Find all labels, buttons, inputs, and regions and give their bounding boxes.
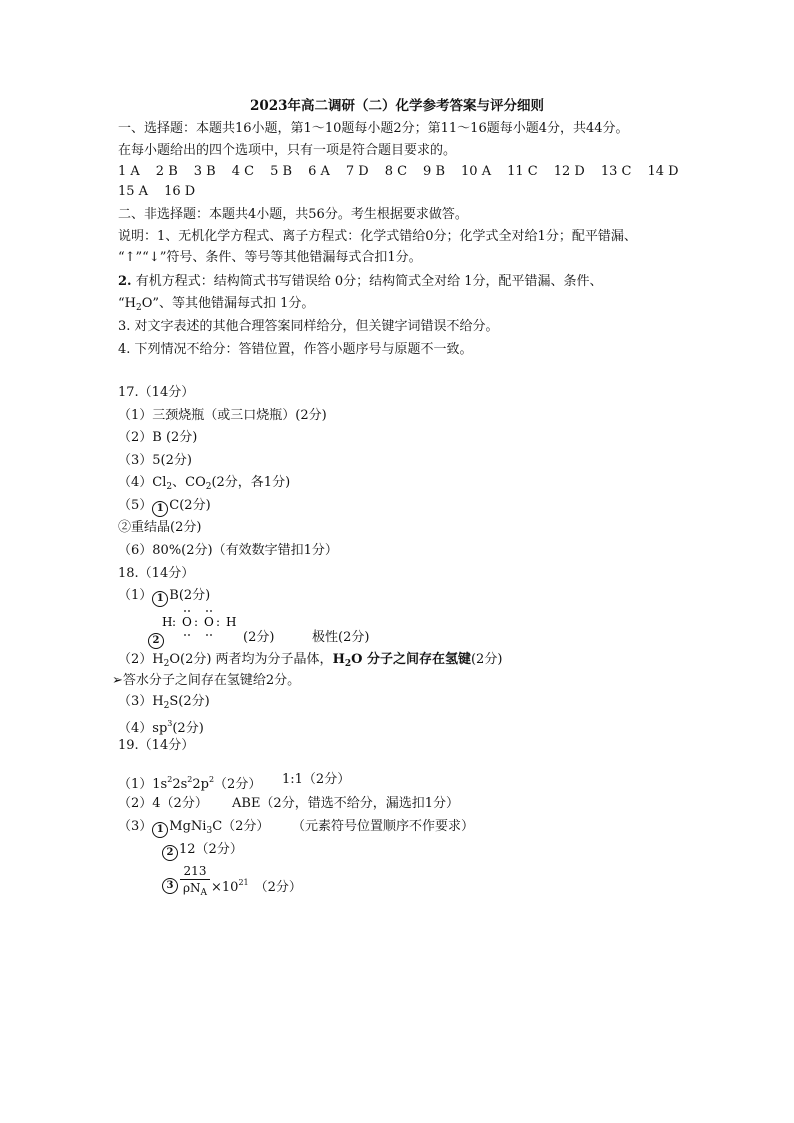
subscript: 2 (163, 659, 170, 669)
text: （2）H (118, 652, 164, 667)
circled-number-icon: 1 (152, 591, 168, 607)
subscript: 2 (166, 482, 173, 492)
text: S(2分) (169, 694, 210, 709)
q17-heading: 17.（14分） (118, 385, 195, 400)
subscript: 3 (206, 826, 213, 836)
superscript: 2 (187, 775, 193, 784)
mcq-answers-row1 (118, 162, 679, 182)
superscript: 21 (238, 878, 249, 887)
text: 、CO (172, 475, 206, 490)
text: （1）1s (118, 777, 168, 792)
mcq-answer: 13 C (600, 164, 632, 179)
circled-number-icon: 2 (148, 633, 164, 649)
note-2a (118, 272, 603, 292)
q19-answer-3-3-marker (162, 873, 179, 894)
part1-instruction: 在每小题给出的四个选项中，只有一项是符合题目要求的。 (118, 143, 457, 158)
mcq-answer: 9 B (423, 164, 446, 179)
text: （2分） (254, 880, 302, 895)
mcq-answer: 11 C (507, 164, 538, 179)
q17-answer-2: （2）B (2分) (118, 430, 198, 445)
q19-heading: 19.（14分） (118, 738, 195, 753)
note-4: 4. 下列情况不给分：答错位置，作答小题序号与原题不一致。 (118, 342, 473, 357)
lewis-bond-colon: : (172, 615, 177, 629)
superscript: 3 (167, 719, 173, 728)
lewis-atom-o2: O (204, 615, 214, 629)
text: （4）sp (118, 721, 168, 736)
subscript: 2 (163, 701, 170, 711)
mcq-answer: 5 B (270, 164, 293, 179)
q18-answer-1 (118, 586, 210, 607)
text: （1） (118, 588, 153, 603)
text: ×10 (211, 880, 239, 895)
circled-number-icon: 2 (162, 845, 178, 861)
text: H (332, 652, 345, 667)
lewis-atom-o1: O (182, 615, 192, 629)
note-2b (118, 294, 314, 318)
subscript: 2 (135, 303, 142, 313)
mcq-answer: 12 D (553, 164, 585, 179)
lewis-bond-colon: : (194, 615, 199, 629)
q17-answer-3: （3）5(2分) (118, 453, 192, 468)
mcq-answer: 2 B (155, 164, 178, 179)
circled-number-icon: 1 (152, 822, 168, 838)
q19-answer-3-2 (162, 840, 243, 861)
text: MgNi (169, 819, 207, 834)
lewis-atom-h1: H (162, 615, 173, 629)
note-2-number: 2. (118, 274, 132, 289)
text: (2分) (470, 652, 503, 667)
note-2b-text: O”、等其他错漏每式扣 1分。 (141, 296, 315, 311)
note-3: 3. 对文字表述的其他合理答案同样给分，但关键字词错误不给分。 (118, 319, 499, 334)
q17-answer-6: （6）80%(2分)（有效数字错扣1分） (118, 543, 338, 558)
subscript: A (200, 888, 208, 898)
text: C（2分） (212, 819, 270, 834)
mcq-answer: 6 A (308, 164, 330, 179)
subscript: 2 (205, 482, 212, 492)
subscript: 2 (344, 659, 352, 669)
page-title: 2023年高二调研（二）化学参考答案与评分细则 (249, 98, 545, 114)
text: (2分，各1分) (211, 475, 291, 490)
mcq-answer: 8 C (384, 164, 408, 179)
text: ρN (182, 881, 201, 895)
circled-number-icon: 3 (162, 878, 178, 894)
note-1a: 说明：1、无机化学方程式、离子方程式：化学式错给0分；化学式全对给1分；配平错漏、 (118, 229, 637, 244)
q18-answer-2-note: ➢答水分子之间存在氢键给2分。 (112, 673, 301, 688)
q18-heading: 18.（14分） (118, 566, 195, 581)
text: O 分子之间存在氢键 (351, 652, 471, 667)
note-1b: “↑”“↓”符号、条件、等号等其他错漏每式合扣1分。 (118, 250, 422, 265)
mcq-answer: 14 D (647, 164, 679, 179)
text: C(2分) (169, 498, 211, 513)
mcq-answer: 15 A (118, 184, 149, 199)
fraction-denominator (180, 880, 210, 901)
q17-answer-5b: ②重结晶(2分) (118, 520, 202, 535)
text: （2分） (214, 777, 262, 792)
h2o2-lewis-structure (162, 606, 242, 638)
density-fraction (180, 863, 210, 901)
text: B(2分) (169, 588, 211, 603)
mcq-answers-row2 (118, 182, 195, 202)
text: （5） (118, 498, 153, 513)
q19-answer-3-1-note: （元素符号位置顺序不作要求） (292, 819, 475, 834)
q18-answer-3 (118, 692, 210, 716)
text: 12（2分） (179, 842, 243, 857)
note-2b-text: “H (118, 296, 136, 311)
q17-answer-4 (118, 473, 290, 497)
q19-answer-3-1 (118, 817, 269, 841)
text: 2s (172, 777, 188, 792)
part1-heading: 一、选择题：本题共16小题，第1～10题每小题2分；第11～16题每小题4分，共44分。 (118, 121, 629, 136)
fraction-numerator: 213 (180, 863, 210, 880)
q19-answer-1 (118, 770, 261, 795)
text: O(2分) 两者均为分子晶体， (169, 652, 333, 667)
superscript: 2 (167, 775, 173, 784)
mcq-answer: 1 A (118, 164, 140, 179)
lewis-bond-colon: : (216, 615, 221, 629)
q17-answer-1: （1）三颈烧瓶（或三口烧瓶）(2分) (118, 408, 327, 423)
superscript: 2 (208, 775, 215, 784)
text: （3） (118, 819, 153, 834)
q18-answer-1-2 (148, 628, 165, 649)
text: 2p (192, 777, 209, 792)
q19-answer-1-ratio: 1:1（2分） (282, 772, 351, 787)
mcq-answer: 3 B (193, 164, 216, 179)
q19-answer-2-options: ABE（2分，错选不给分，漏选扣1分） (232, 796, 459, 811)
mcq-answer: 16 D (164, 184, 196, 199)
mcq-answer: 7 D (345, 164, 369, 179)
lewis-atom-h2: H (226, 615, 237, 629)
circled-number-icon: 1 (152, 501, 168, 517)
text: （3）H (118, 694, 164, 709)
q19-answer-2: （2）4（2分） (118, 796, 208, 811)
text: （4）Cl (118, 475, 167, 490)
q18-lewis-score: (2分) (243, 630, 275, 645)
q18-polarity: 极性(2分) (312, 630, 370, 645)
note-2-text: 有机方程式：结构简式书写错误给 0分；结构简式全对给 1分，配平错漏、条件、 (131, 274, 603, 289)
mcq-answer: 10 A (461, 164, 492, 179)
mcq-answer: 4 C (231, 164, 255, 179)
hydrogen-bond-key-phrase (333, 652, 471, 667)
text: (2分) (172, 721, 204, 736)
q17-answer-5a (118, 496, 211, 517)
part2-heading: 二、非选择题：本题共4小题，共56分。考生根据要求做答。 (118, 207, 468, 222)
q19-answer-3-3 (211, 873, 302, 898)
